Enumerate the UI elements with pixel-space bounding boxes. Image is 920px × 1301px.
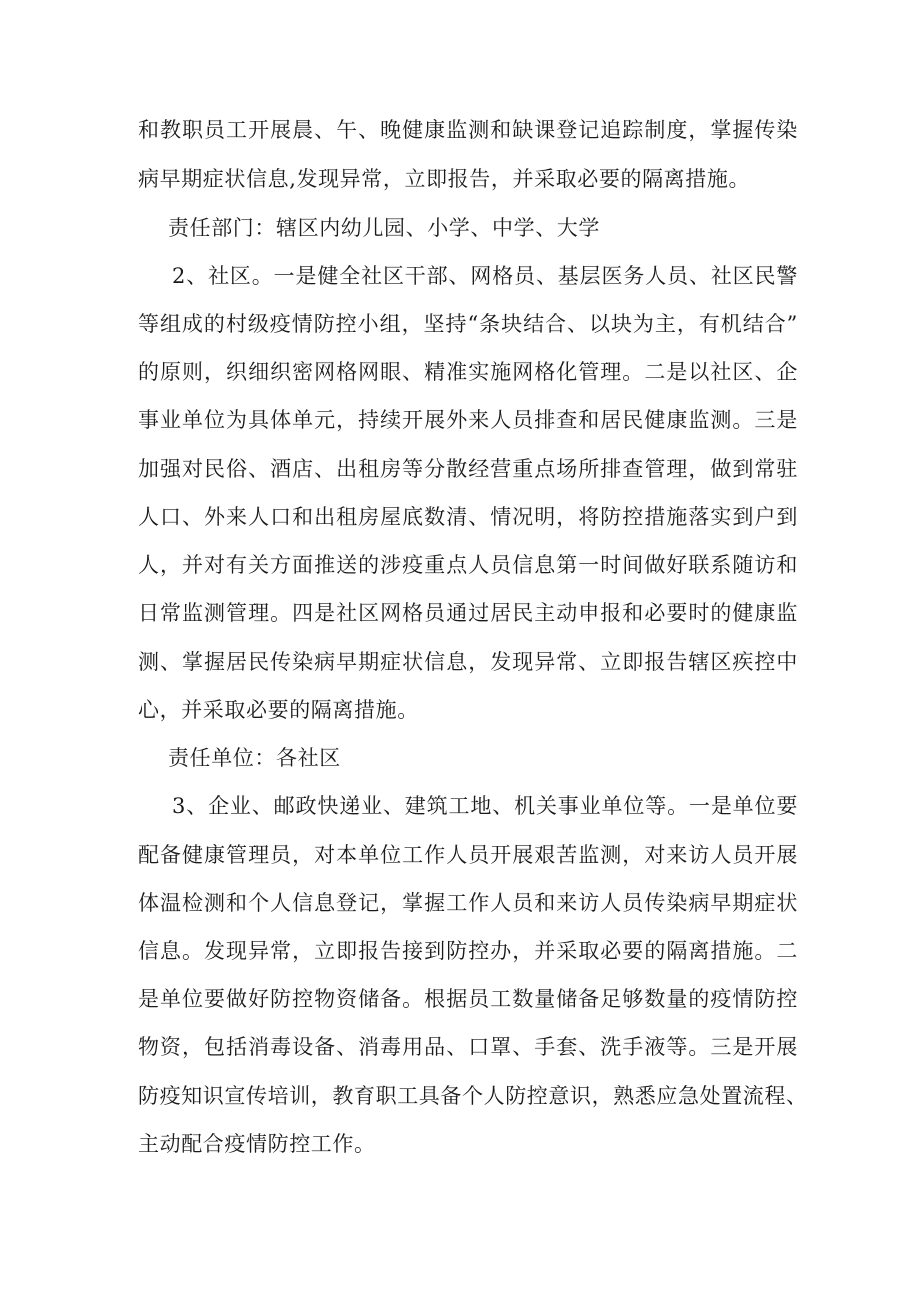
responsible-unit-line: 责任单位：各社区 (168, 746, 341, 770)
text-line: 的原则，织细织密网格网眼、精准实施网格化管理。二是以社区、企 (138, 360, 798, 384)
text-line: 事业单位为具体单元，持续开展外来人员排查和居民健康监测。三是 (138, 408, 798, 432)
text-line: 物资，包括消毒设备、消毒用品、口罩、手套、洗手液等。三是开展 (138, 1035, 798, 1059)
text-line: 和教职员工开展晨、午、晚健康监测和缺课登记追踪制度，掌握传染 (138, 118, 798, 142)
text-line: 体温检测和个人信息登记，掌握工作人员和来访人员传染病早期症状 (138, 891, 798, 915)
responsible-department-line: 责任部门：辖区内幼儿园、小学、中学、大学 (168, 216, 600, 240)
section-2-heading-line: 2、社区。一是健全社区干部、网格员、基层医务人员、社区民警 (172, 264, 798, 288)
text-line: 配备健康管理员，对本单位工作人员开展艰苦监测，对来访人员开展 (138, 843, 798, 867)
text-line: 信息。发现异常，立即报告接到防控办，并采取必要的隔离措施。二 (138, 939, 798, 963)
text-line: 病早期症状信息,发现异常，立即报告，并采取必要的隔离措施。 (138, 167, 751, 191)
text-line: 主动配合疫情防控工作。 (138, 1132, 376, 1156)
text-line: 防疫知识宣传培训，教育职工具备个人防控意识，熟悉应急处置流程、 (138, 1084, 808, 1108)
text-line: 人口、外来人口和出租房屋底数清、情况明，将防控措施落实到户到 (138, 505, 798, 529)
text-line: 等组成的村级疫情防控小组，坚持“条块结合、以块为主，有机结合” (138, 312, 798, 336)
section-3-heading-line: 3、企业、邮政快递业、建筑工地、机关事业单位等。一是单位要 (172, 794, 798, 818)
text-line: 人，并对有关方面推送的涉疫重点人员信息第一时间做好联系随访和 (138, 553, 798, 577)
text-line: 测、掌握居民传染病早期症状信息，发现异常、立即报告辖区疾控中 (138, 650, 798, 674)
text-line: 日常监测管理。四是社区网格员通过居民主动申报和必要时的健康监 (138, 601, 798, 625)
text-line: 加强对民俗、酒店、出租房等分散经营重点场所排查管理，做到常驻 (138, 457, 798, 481)
text-line: 是单位要做好防控物资储备。根据员工数量储备足够数量的疫情防控 (138, 987, 798, 1011)
text-line: 心，并采取必要的隔离措施。 (138, 698, 419, 722)
